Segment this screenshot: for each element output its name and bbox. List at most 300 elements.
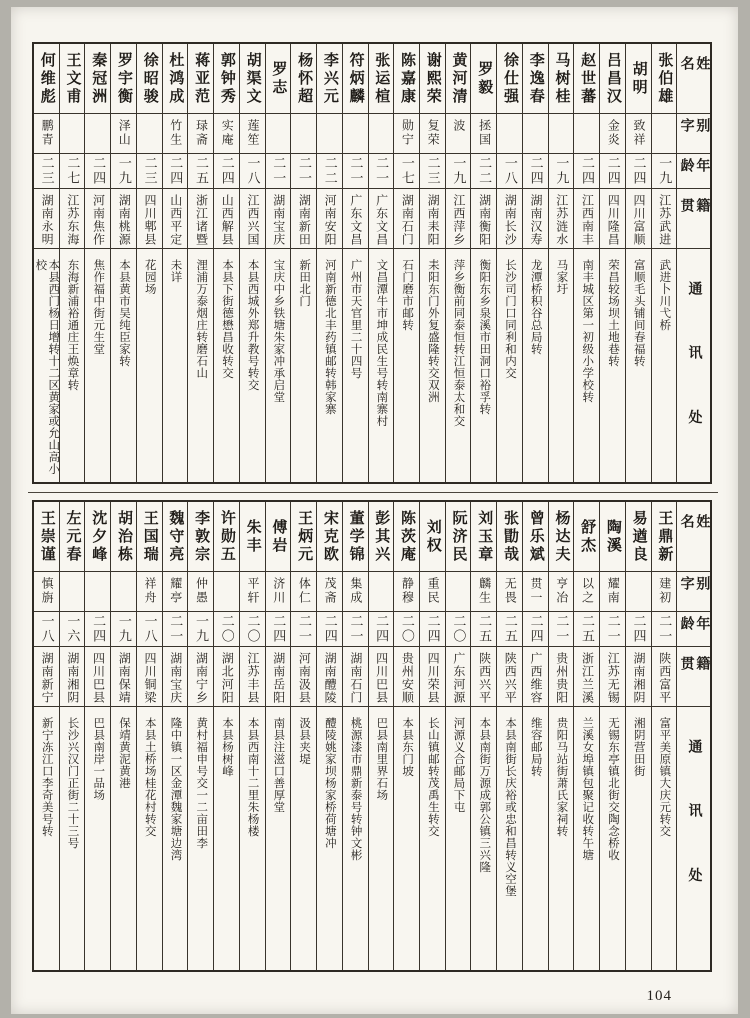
entry-courtesy-name [291, 114, 316, 154]
header-name: 姓名 [677, 44, 710, 114]
entry-native-place: 陕西富平 [652, 647, 677, 707]
entry-native-place: 四川荣县 [420, 647, 445, 707]
entry-address: 本县杨树峰 [220, 717, 233, 777]
entry-native-place: 河南安阳 [317, 189, 342, 249]
entry-address: 本县西门杨日增转十二区黄家或允山高小校 [34, 259, 59, 475]
entry-native-place: 湖南醴陵 [317, 647, 342, 707]
entry-address: 萍乡衡前同泰恒转江恒泰太和交 [452, 259, 465, 427]
entry-courtesy-name: 波 [446, 114, 471, 154]
entry-age: 一九 [111, 612, 136, 647]
entry-name: 杨达夫 [549, 502, 574, 572]
entry-name: 朱丰 [240, 502, 265, 572]
entry-age: 二四 [214, 154, 239, 189]
entry-courtesy-name [317, 114, 342, 154]
entry-courtesy-name: 亨冶 [549, 572, 574, 612]
entry-age: 二四 [600, 154, 625, 189]
entry-name: 张勖哉 [497, 502, 522, 572]
entry-native-place: 江苏涟水 [549, 189, 574, 249]
table-divider-rule [28, 492, 718, 493]
entry-courtesy-name: 泽山 [111, 114, 136, 154]
entry-column [368, 502, 394, 970]
entry-courtesy-name [137, 114, 162, 154]
entry-address: 焦作福中街元生堂 [92, 259, 105, 355]
entry-column [625, 502, 651, 970]
entry-name: 陈茨庵 [394, 502, 419, 572]
entry-age: 二四 [523, 154, 548, 189]
entry-name: 沈夕峰 [85, 502, 110, 572]
entry-courtesy-name: 平轩 [240, 572, 265, 612]
entry-native-place: 广东河源 [446, 647, 471, 707]
entry-column [522, 44, 548, 482]
entry-column [316, 502, 342, 970]
entry-name: 宋克欧 [317, 502, 342, 572]
entry-address: 巴县南里界石场 [375, 717, 388, 801]
entry-column [59, 44, 85, 482]
header-native-place: 籍贯 [677, 647, 710, 707]
entry-address: 本县西南十二里朱杨楼 [246, 717, 259, 837]
entry-column [290, 502, 316, 970]
entry-courtesy-name: 耀亭 [163, 572, 188, 612]
entry-address: 东海新浦裕通庄王焕章转 [66, 259, 79, 391]
entry-age: 二一 [343, 154, 368, 189]
entry-native-place: 江西萍乡 [446, 189, 471, 249]
entry-column [625, 44, 651, 482]
entry-age: 二四 [523, 612, 548, 647]
entry-native-place: 湖南宝庆 [163, 647, 188, 707]
entry-name: 谢熙荣 [420, 44, 445, 114]
entry-address: 醴陵姚家坝杨家桥荷塘冲 [323, 717, 336, 849]
entry-age: 二四 [574, 154, 599, 189]
entry-column [419, 44, 445, 482]
entry-name: 李敦宗 [188, 502, 213, 572]
entry-courtesy-name [523, 114, 548, 154]
entry-address: 耒阳东门外复盛隆转交双洲 [426, 259, 439, 403]
entry-courtesy-name: 复荣 [420, 114, 445, 154]
entry-courtesy-name [60, 572, 85, 612]
entry-native-place: 湖南耒阳 [420, 189, 445, 249]
entry-column [342, 44, 368, 482]
entry-age: 一八 [34, 612, 59, 647]
entry-native-place: 湖南新田 [291, 189, 316, 249]
entry-native-place: 湖南石门 [394, 189, 419, 249]
entry-address: 本县土桥场桂花村转交 [143, 717, 156, 837]
entry-age: 一八 [137, 612, 162, 647]
entry-courtesy-name [369, 572, 394, 612]
entry-native-place: 四川铜梁 [137, 647, 162, 707]
entry-address: 本县东门坡 [401, 717, 414, 777]
entry-age: 一九 [549, 154, 574, 189]
entry-address: 南县注滋口善厚堂 [272, 717, 285, 813]
entry-column [110, 44, 136, 482]
entry-address: 本县西城外郑升教号转交 [246, 259, 259, 391]
entry-name: 刘权 [420, 502, 445, 572]
entry-name: 彭其兴 [369, 502, 394, 572]
entry-courtesy-name [574, 114, 599, 154]
entry-address: 武进卜川弋桥 [658, 259, 671, 331]
entry-address: 新田北门 [298, 259, 311, 307]
entry-column [265, 44, 291, 482]
entry-name: 许勋五 [214, 502, 239, 572]
entry-column [651, 44, 677, 482]
header-name: 姓名 [677, 502, 710, 572]
entry-name: 杜鸿成 [163, 44, 188, 114]
entry-courtesy-name: 拯国 [471, 114, 496, 154]
entry-age: 二四 [266, 612, 291, 647]
entry-courtesy-name [497, 114, 522, 154]
entry-native-place: 陕西兴平 [497, 647, 522, 707]
entry-native-place: 四川隆昌 [600, 189, 625, 249]
entry-courtesy-name: 茂斋 [317, 572, 342, 612]
entry-age: 二一 [163, 612, 188, 647]
entry-age: 二〇 [394, 612, 419, 647]
entry-native-place: 广西维容 [523, 647, 548, 707]
entry-courtesy-name: 贯一 [523, 572, 548, 612]
entry-native-place: 湖南宝庆 [266, 189, 291, 249]
entry-column [599, 44, 625, 482]
entry-age: 一九 [111, 154, 136, 189]
header-age: 年龄 [677, 154, 710, 189]
entry-column [213, 502, 239, 970]
roster-table-top [32, 42, 712, 484]
entry-name: 罗毅 [471, 44, 496, 114]
entry-column [599, 502, 625, 970]
entry-native-place: 湖北河阳 [214, 647, 239, 707]
entry-address: 本县南街长庆裕或忠和昌转义空堡 [504, 717, 517, 897]
entry-address: 长山镇邮转茂禹生转交 [426, 717, 439, 837]
entry-address: 南丰城区第一初级小学校转 [581, 259, 594, 403]
entry-native-place: 浙江兰溪 [574, 647, 599, 707]
entry-age: 二〇 [240, 612, 265, 647]
entry-name: 舒杰 [574, 502, 599, 572]
entry-name: 罗宇衡 [111, 44, 136, 114]
entry-native-place: 江苏东海 [60, 189, 85, 249]
entry-name: 张伯雄 [652, 44, 677, 114]
entry-native-place: 四川巴县 [85, 647, 110, 707]
entry-address: 本县黄市吴纯臣家转 [118, 259, 130, 367]
entry-native-place: 江苏无锡 [600, 647, 625, 707]
entry-age: 二二 [317, 154, 342, 189]
entry-native-place: 湖南岳阳 [266, 647, 291, 707]
entry-name: 董学锦 [343, 502, 368, 572]
entry-column [342, 502, 368, 970]
header-address: 通讯处 [686, 739, 702, 933]
entry-courtesy-name: 集成 [343, 572, 368, 612]
entry-age: 二五 [574, 612, 599, 647]
entry-courtesy-name [85, 572, 110, 612]
page-content [11, 7, 738, 1005]
entry-courtesy-name: 莲笙 [240, 114, 265, 154]
entry-column [239, 502, 265, 970]
entry-column [470, 44, 496, 482]
entry-column [59, 502, 85, 970]
entry-column [34, 502, 59, 970]
entry-address: 本县下街德懋昌收转交 [220, 259, 233, 379]
entry-native-place: 河南汲县 [291, 647, 316, 707]
entry-native-place: 贵州贵阳 [549, 647, 574, 707]
entry-address: 文昌潭牛市坤成民生号转南寨村 [375, 259, 388, 427]
entry-name: 蒋亚范 [188, 44, 213, 114]
entry-native-place: 湖南汉寿 [523, 189, 548, 249]
entry-courtesy-name [369, 114, 394, 154]
entry-age: 二一 [600, 612, 625, 647]
entry-native-place: 江西兴国 [240, 189, 265, 249]
entry-address: 桃源漆市鼎新泰号转钟文彬 [349, 717, 362, 861]
entry-column [187, 502, 213, 970]
entry-name: 王文甫 [60, 44, 85, 114]
entry-column [496, 44, 522, 482]
entry-address: 未详 [169, 259, 182, 283]
entry-native-place: 湖南宁乡 [188, 647, 213, 707]
entry-column [110, 502, 136, 970]
entry-age: 二一 [291, 154, 316, 189]
entry-address: 本县南街万源成郭公镇三兴隆 [478, 717, 491, 873]
entry-address: 石门磨市邮转 [401, 259, 414, 331]
entry-native-place: 浙江诸暨 [188, 189, 213, 249]
entry-column [136, 502, 162, 970]
entry-courtesy-name [214, 572, 239, 612]
entry-column [316, 44, 342, 482]
entry-address: 黄村福申号交一二亩田李 [195, 717, 208, 849]
entry-address: 长沙司门口同利和内交 [504, 259, 517, 379]
scanned-page [11, 7, 738, 1014]
entry-column [522, 502, 548, 970]
entry-courtesy-name: 鹏青 [34, 114, 59, 154]
entry-age: 一六 [60, 612, 85, 647]
entry-courtesy-name [343, 114, 368, 154]
entry-column [187, 44, 213, 482]
entry-courtesy-name: 实庵 [214, 114, 239, 154]
entry-address: 宝庆中乡铁塘朱家冲承启堂 [272, 259, 285, 403]
entry-native-place: 江西南丰 [574, 189, 599, 249]
entry-native-place: 山西解县 [214, 189, 239, 249]
entry-address: 河南新德北丰药镇邮转韩家寨 [323, 259, 336, 415]
entry-native-place: 湖南长沙 [497, 189, 522, 249]
entry-address: 富平美原镇大庆元转交 [658, 717, 671, 837]
entry-column [573, 44, 599, 482]
entry-age: 二〇 [446, 612, 471, 647]
entry-age: 二一 [369, 154, 394, 189]
entry-column [136, 44, 162, 482]
entry-column [162, 502, 188, 970]
entry-native-place: 贵州安顺 [394, 647, 419, 707]
entry-column [84, 502, 110, 970]
entry-native-place: 湖南石门 [343, 647, 368, 707]
entry-native-place: 广东文昌 [343, 189, 368, 249]
roster-table-bottom [32, 500, 712, 972]
entry-column [419, 502, 445, 970]
entry-column [445, 44, 471, 482]
entry-courtesy-name: 祥舟 [137, 572, 162, 612]
entry-courtesy-name: 竹生 [163, 114, 188, 154]
entry-courtesy-name: 仲愚 [188, 572, 213, 612]
entry-age: 二一 [291, 612, 316, 647]
entry-address: 广州市天官里二十四号 [349, 259, 362, 379]
entry-address: 长沙兴汉门正街二十三号 [66, 717, 79, 849]
entry-age: 二三 [420, 154, 445, 189]
entry-name: 何维彪 [34, 44, 59, 114]
entry-courtesy-name: 静穆 [394, 572, 419, 612]
entry-age: 二三 [34, 154, 59, 189]
entry-native-place: 江苏武进 [652, 189, 677, 249]
entry-name: 曾乐斌 [523, 502, 548, 572]
entry-age: 二四 [317, 612, 342, 647]
entry-courtesy-name: 耀南 [600, 572, 625, 612]
entry-age: 二五 [471, 612, 496, 647]
entry-column [548, 502, 574, 970]
entry-column [651, 502, 677, 970]
entry-name: 赵世蕃 [574, 44, 599, 114]
entry-native-place: 湖南永明 [34, 189, 59, 249]
entry-name: 傅岩 [266, 502, 291, 572]
header-address: 通讯处 [686, 281, 702, 475]
entry-name: 胡明 [626, 44, 651, 114]
entry-address: 贵阳马站街萧氏家祠转 [555, 717, 568, 837]
entry-column [470, 502, 496, 970]
entry-name: 易遒良 [626, 502, 651, 572]
entry-age: 二一 [652, 612, 677, 647]
entry-age: 一七 [394, 154, 419, 189]
entry-courtesy-name: 重民 [420, 572, 445, 612]
entry-age: 二四 [420, 612, 445, 647]
entry-name: 魏守亮 [163, 502, 188, 572]
entry-column [265, 502, 291, 970]
entry-native-place: 山西平定 [163, 189, 188, 249]
entry-courtesy-name: 金炎 [600, 114, 625, 154]
entry-column [548, 44, 574, 482]
entry-name: 左元春 [60, 502, 85, 572]
entry-courtesy-name: 勋宁 [394, 114, 419, 154]
entry-native-place: 湖南保靖 [111, 647, 136, 707]
entry-address: 兰溪女埠镇包聚记收转午塘 [581, 717, 594, 861]
entry-address: 湘阴营田街 [632, 717, 645, 777]
entry-name: 王国瑞 [137, 502, 162, 572]
entry-name: 王崇谨 [34, 502, 59, 572]
entry-column [84, 44, 110, 482]
entry-address: 维容邮局转 [529, 717, 542, 777]
entry-name: 秦冠洲 [85, 44, 110, 114]
entry-name: 王鼎新 [652, 502, 677, 572]
entry-age: 一八 [497, 154, 522, 189]
header-native-place: 籍贯 [677, 189, 710, 249]
entry-column [368, 44, 394, 482]
entry-courtesy-name: 致祥 [626, 114, 651, 154]
entry-age: 二四 [163, 154, 188, 189]
entry-name: 徐仕强 [497, 44, 522, 114]
entry-native-place: 湖南湘阴 [60, 647, 85, 707]
entry-courtesy-name [266, 114, 291, 154]
entry-native-place: 广东文昌 [369, 189, 394, 249]
entry-address: 衡阳东乡泉溪市田洞口裕孚转 [478, 259, 491, 415]
entry-courtesy-name [60, 114, 85, 154]
entry-age: 二一 [549, 612, 574, 647]
entry-column [34, 44, 59, 482]
entry-age: 二五 [497, 612, 522, 647]
page-number: 104 [646, 988, 672, 1004]
entry-courtesy-name [111, 572, 136, 612]
entry-name: 胡治栋 [111, 502, 136, 572]
header-courtesy-name: 别字 [677, 114, 710, 154]
entry-address: 保靖黄泥黄港 [118, 717, 130, 789]
entry-native-place: 湖南衡阳 [471, 189, 496, 249]
entry-courtesy-name: 以之 [574, 572, 599, 612]
entry-name: 李兴元 [317, 44, 342, 114]
entry-age: 一九 [188, 612, 213, 647]
entry-address: 花园场 [143, 259, 156, 295]
header-courtesy-name: 别字 [677, 572, 710, 612]
entry-column [393, 502, 419, 970]
entry-age: 二四 [626, 612, 651, 647]
entry-courtesy-name: 慎旃 [34, 572, 59, 612]
entry-address: 马家圩 [555, 259, 568, 295]
entry-courtesy-name: 麟生 [471, 572, 496, 612]
entry-courtesy-name [626, 572, 651, 612]
entry-address: 巴县南岸一品场 [92, 717, 105, 801]
entry-name: 马树桂 [549, 44, 574, 114]
entry-native-place: 四川巴县 [369, 647, 394, 707]
entry-native-place: 河南焦作 [85, 189, 110, 249]
entry-address: 浬浦万泰烟庄转磨石山 [195, 259, 208, 379]
entry-address: 河源义合邮局下屯 [452, 717, 465, 813]
header-age: 年龄 [677, 612, 710, 647]
header-column [676, 502, 710, 970]
entry-native-place: 四川富顺 [626, 189, 651, 249]
entry-courtesy-name [652, 114, 677, 154]
entry-courtesy-name [85, 114, 110, 154]
entry-address: 新宁冻江口李奇美号转 [40, 717, 53, 837]
entry-name: 张运楦 [369, 44, 394, 114]
entry-address: 荣昌较场坝土地巷转 [606, 259, 619, 367]
entry-age: 一九 [446, 154, 471, 189]
entry-courtesy-name: 体仁 [291, 572, 316, 612]
entry-age: 一八 [240, 154, 265, 189]
entry-column [239, 44, 265, 482]
entry-native-place: 湖南桃源 [111, 189, 136, 249]
entry-name: 罗志 [266, 44, 291, 114]
entry-age: 二四 [85, 612, 110, 647]
entry-name: 杨怀超 [291, 44, 316, 114]
entry-address: 隆中镇一区金潭魏家塘边湾 [169, 717, 182, 861]
entry-name: 符炳麟 [343, 44, 368, 114]
entry-address: 汲县夹堤 [298, 717, 311, 765]
entry-column [290, 44, 316, 482]
entry-native-place: 湖南新宁 [34, 647, 59, 707]
entry-age: 二一 [343, 612, 368, 647]
entry-native-place: 湖南湘阴 [626, 647, 651, 707]
entry-column [393, 44, 419, 482]
entry-courtesy-name [446, 572, 471, 612]
entry-name: 李逸春 [523, 44, 548, 114]
entry-address: 无锡东亭镇北街交陶念桥收 [606, 717, 619, 861]
entry-courtesy-name [549, 114, 574, 154]
entry-age: 二四 [626, 154, 651, 189]
entry-name: 徐昭骏 [137, 44, 162, 114]
entry-name: 刘玉章 [471, 502, 496, 572]
entry-native-place: 四川郫县 [137, 189, 162, 249]
entry-courtesy-name: 济川 [266, 572, 291, 612]
entry-courtesy-name: 无畏 [497, 572, 522, 612]
entry-age: 一九 [652, 154, 677, 189]
entry-column [496, 502, 522, 970]
entry-age: 二五 [188, 154, 213, 189]
entry-column [213, 44, 239, 482]
entry-column [573, 502, 599, 970]
entry-age: 二四 [369, 612, 394, 647]
entry-name: 胡渠文 [240, 44, 265, 114]
entry-name: 陈嘉康 [394, 44, 419, 114]
entry-name: 吕昌汉 [600, 44, 625, 114]
entry-age: 二三 [137, 154, 162, 189]
entry-courtesy-name: 建初 [652, 572, 677, 612]
